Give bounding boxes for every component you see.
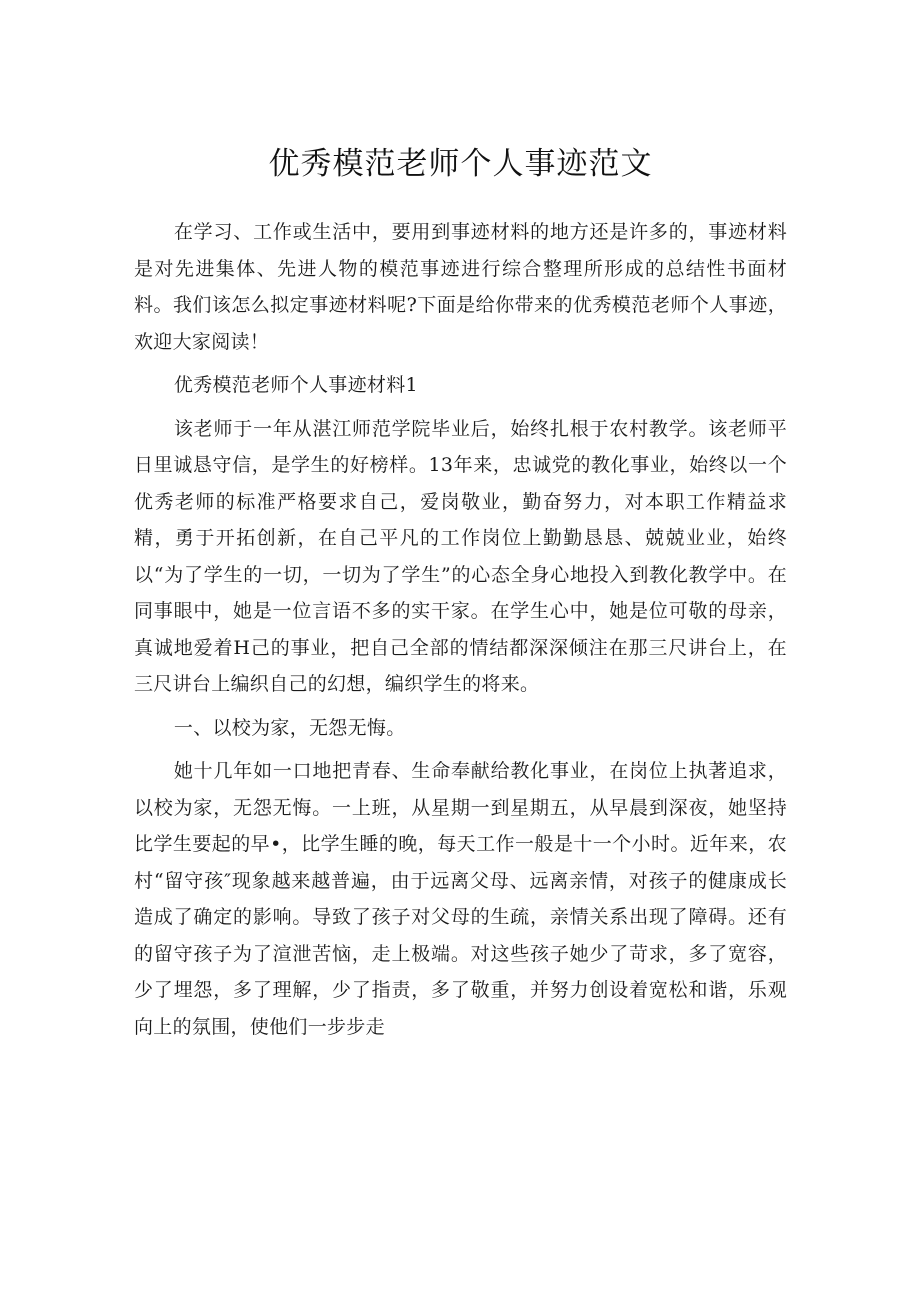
subsection-heading: 一、以校为家，无怨无悔。 — [173, 716, 406, 739]
section-heading-material-1: 优秀模范老师个人事迹材料1 — [173, 374, 418, 396]
intro-paragraph: 在学习、工作或生活中，要用到事迹材料的地方还是许多的，事迹材料是对先进集体、先进人物的模范事迹进行综合整理所形成的总结性书面材料。我们该怎么拟定事迹材料呢?下面是给你带来的优秀模范老师个人事迹，欢迎大家阅读！ — [134, 221, 787, 353]
body-paragraph: 她十几年如一口地把青春、生命奉献给教化事业，在岗位上执著追求，以校为家，无怨无悔。一上班，从星期一到星期五，从早晨到深夜，她坚持比学生要起的早•，比学生睡的晚，每天工作一般是十一个小时。近年来，农村“留守孩″现象越来越普遍，由于远离父母、远离亲情，对孩子的健康成长造成了确定的影响。导致了孩子对父母的生疏，亲情关系出现了障碍。还有的留守孩子为了渲泄苦恼，走上极端。对这些孩子她少了苛求，多了宽容，少了埋怨，多了理解，少了指责，多了敬重，并努力创设着宽松和谐，乐观向上的氛围，使他们一步步走 — [134, 760, 787, 1038]
document-body — [134, 214, 787, 1045]
document-title: 优秀模范老师个人事迹范文 — [268, 146, 653, 182]
body-paragraph: 该老师于一年从湛江师范学院毕业后，始终扎根于农村教学。该老师平日里诚恳守信，是学生的好榜样。13年来，忠诚党的教化事业，始终以一个优秀老师的标准严格要求自己，爱岗敬业，勤奋努力，对本职工作精益求精，勇于开拓创新，在自己平凡的工作岗位上勤勤恳恳、兢兢业业，始终以“为了学生的一切，一切为了学生”的心态全身心地投入到教化教学中。在同事眼中，她是一位言语不多的实干家。在学生心中，她是位可敬的母亲，真诚地爱着H己的事业，把自己全部的情结都深深倾注在那三尺讲台上，在三尺讲台上编织自己的幻想，编织学生的将来。 — [134, 417, 787, 695]
